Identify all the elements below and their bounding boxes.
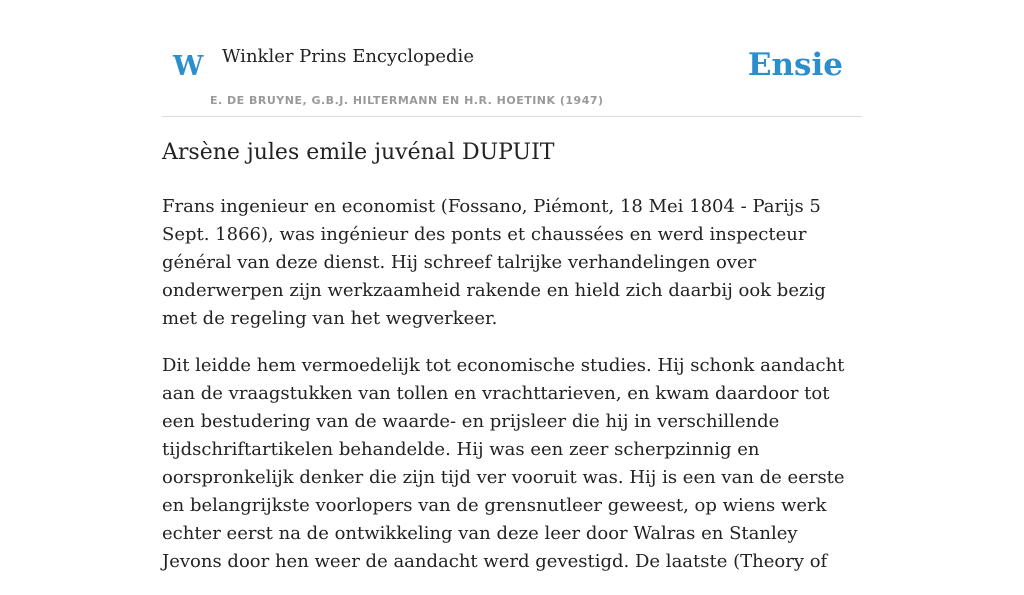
encyclopedia-title[interactable]: Winkler Prins Encyclopedie xyxy=(222,46,474,67)
article-paragraph: Dit leidde hem vermoedelijk tot economische studies. Hij schonk aandacht aan de vraagstukken van tollen en vrachttarieven, en kwam daardoor tot een bestudering van de waarde- en prijsleer die hij in verschillende tijdschriftartikelen behandelde. Hij was een zeer scherpzinnig en oorspronkelijk denker die zijn tijd ver vooruit was. Hij is een van de eerste en belangrijkste voorlopers van de grensnutleer geweest, op wiens werk echter eerst na de ontwikkeling van deze leer door Walras en Stanley Jevons door hen weer de aandacht werd gevestigd. De laatste (Theory of xyxy=(162,355,845,572)
ensie-brand-logo[interactable]: Ensie xyxy=(747,47,843,83)
winkler-prins-logo[interactable]: W xyxy=(173,51,204,82)
site-header xyxy=(162,40,862,117)
article-body xyxy=(162,193,862,595)
article-paragraph: Frans ingenieur en economist (Fossano, Piémont, 18 Mei 1804 - Parijs 5 Sept. 1866), was ingénieur des ponts et chaussées en werd inspecteur général van deze dienst. Hij schreef talrijke verhandelingen over onderwerpen zijn werkzaamheid rakende en hield zich daarbij ook bezig met de regeling van het wegverkeer. xyxy=(162,196,826,329)
article-title: Arsène jules emile juvénal DUPUIT xyxy=(162,140,555,165)
encyclopedia-authors: E. DE BRUYNE, G.B.J. HILTERMANN EN H.R. HOETINK (1947) xyxy=(210,94,604,107)
